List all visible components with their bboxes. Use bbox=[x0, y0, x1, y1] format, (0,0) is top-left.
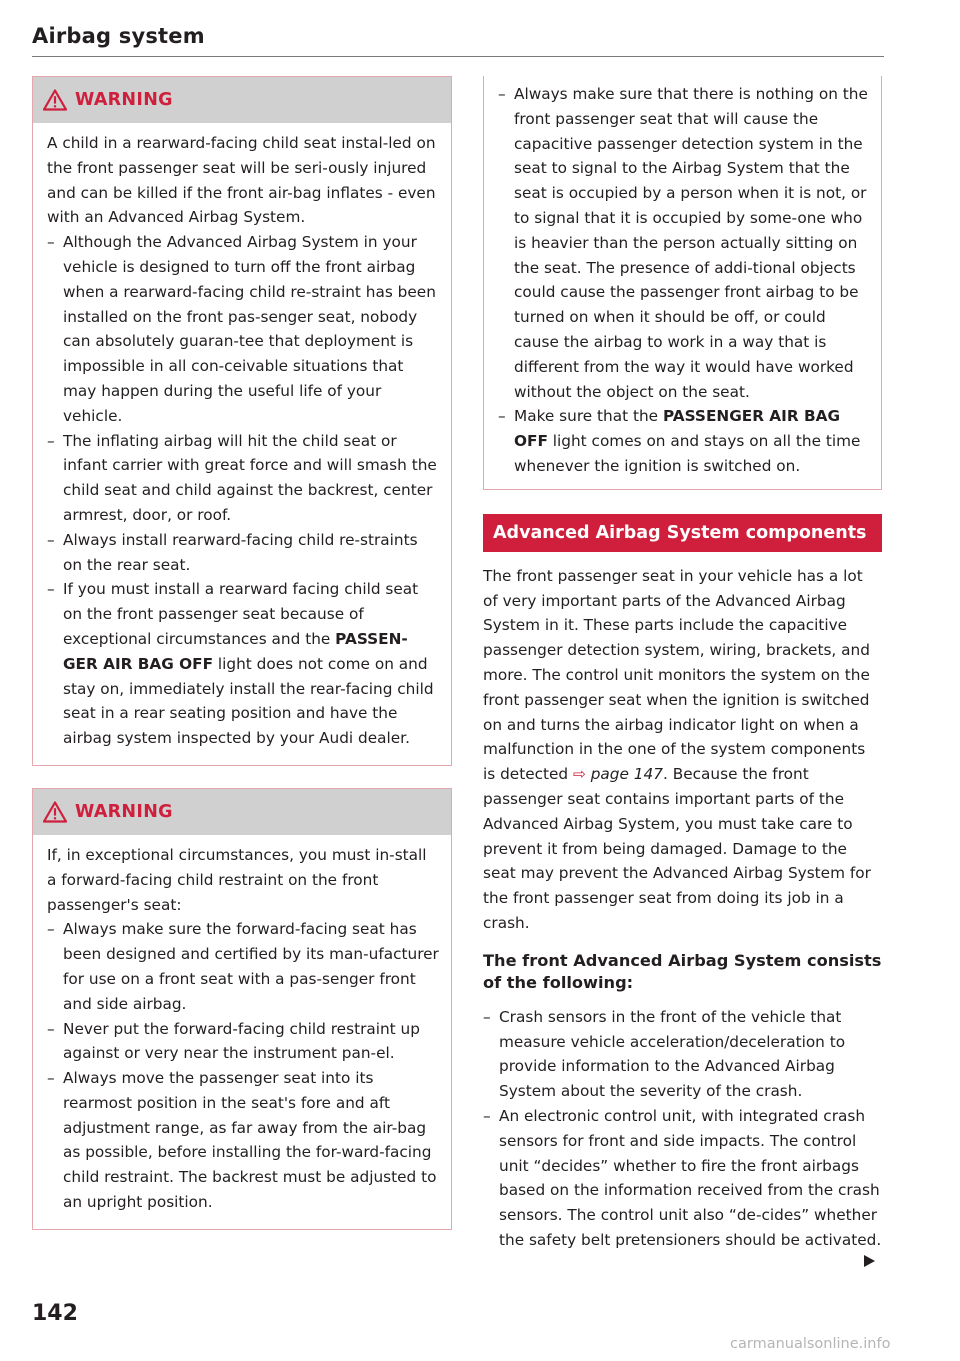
warning-label: WARNING bbox=[75, 90, 173, 110]
warning-label: WARNING bbox=[75, 801, 173, 822]
warning-intro: If, in exceptional circumstances, you must in-stall a forward-facing child restraint on the front passenger's seat: bbox=[47, 845, 427, 914]
light-name-bold: PASSEN-GER AIR BAG OFF bbox=[63, 629, 408, 673]
bullet-text: Make sure that the bbox=[514, 407, 663, 426]
right-column bbox=[483, 76, 882, 1253]
warning-intro: A child in a rearward-facing child seat instal-led on the front passenger seat will be seri-ously injured and can be killed if the front air-bag inflates - even with an Advanced Airbag System. bbox=[47, 134, 436, 227]
continue-arrow-icon bbox=[862, 1254, 876, 1268]
paragraph-text: The front passenger seat in your vehicle has a lot of very important parts of the Advanced Airbag System in it. These parts include the capacitive passenger detection system, wiring, brackets, and more. The control unit monitors the system on the front passenger seat when the ignition is switched on and turns the airbag indicator light on when a malfunction in the one of the system components is detected bbox=[483, 566, 870, 784]
list-item bbox=[47, 577, 439, 751]
warning-body-2 bbox=[33, 835, 451, 1229]
bullet-text: light does not come on and stay on, immediately install the rear-facing child seat in a rear seating position and have the airbag system inspected by your Audi dealer. bbox=[63, 654, 434, 748]
list-item bbox=[498, 404, 869, 478]
list-item: – An electronic control unit, with integrated crash sensors for front and side impacts. The control unit “decides” whether to fire the front airbags based on the information received from the crash sensors. The control unit also “de-cides” whether the safety belt pretensioners should be activated. bbox=[483, 1104, 882, 1253]
page-number: 142 bbox=[32, 1301, 78, 1326]
section-heading: Advanced Airbag System components bbox=[483, 514, 882, 552]
warning-continuation-box bbox=[483, 76, 882, 490]
warning-bullet-list bbox=[498, 82, 869, 479]
bullet-text: If you must install a rearward facing child seat on the front passenger seat because of exceptional circumstances and the bbox=[63, 580, 419, 648]
list-item: – Always make sure the forward-facing seat has been designed and certified by its man-ufacturer for use on a front seat with a pas-senger front and side airbag. bbox=[47, 917, 439, 1016]
warning-box-1 bbox=[32, 76, 452, 766]
warning-header-1 bbox=[33, 77, 451, 123]
warning-header-2 bbox=[33, 789, 451, 835]
warning-bullet-list bbox=[47, 230, 439, 751]
left-column bbox=[32, 76, 452, 1230]
components-bullet-list bbox=[483, 1005, 882, 1253]
page-ref-arrow-icon: ⇨ bbox=[573, 765, 586, 784]
list-item: – Always move the passenger seat into its rearmost position in the seat's fore and aft adjustment range, as far away from the air-bag as possible, before installing the for-ward-facing child restraint. The backrest must be adjusted to an upright position. bbox=[47, 1066, 439, 1215]
list-item: – Never put the forward-facing child restraint up against or very near the instrument pan-el. bbox=[47, 1017, 439, 1067]
section-paragraph bbox=[483, 564, 882, 936]
header-divider bbox=[32, 56, 884, 57]
paragraph-text: . Because the front passenger seat contains important parts of the Advanced Airbag System, you must take care to prevent it from being damaged. Damage to the seat may prevent the Advanced Airbag System for the front passenger seat from doing its job in a crash. bbox=[483, 765, 871, 932]
page-header-title: Airbag system bbox=[32, 24, 205, 48]
warning-box-2 bbox=[32, 788, 452, 1230]
warning-triangle-icon bbox=[43, 801, 67, 823]
list-item: – The inflating airbag will hit the child seat or infant carrier with great force and will smash the child seat and child against the backrest, center armrest, door, or roof. bbox=[47, 429, 439, 528]
list-item: – Always install rearward-facing child re-straints on the rear seat. bbox=[47, 528, 439, 578]
page-reference-link[interactable]: page 147 bbox=[590, 765, 663, 784]
light-name-bold: PASSENGER AIR BAG OFF bbox=[514, 407, 840, 451]
watermark: carmanualsonline.info bbox=[730, 1336, 891, 1352]
subsection-heading: The front Advanced Airbag System consists of the following: bbox=[483, 950, 882, 993]
warning-body-1 bbox=[33, 123, 451, 765]
list-item: – Always make sure that there is nothing on the front passenger seat that will cause the capacitive passenger detection system in the seat to signal to the Airbag System that the seat is occupied by a person when it is not, or to signal that it is occupied by some-one who is heavier than the person actually sitting on the seat. The presence of addi-tional objects could cause the passenger front airbag to be turned on when it should be off, or could cause the airbag to work in a way that is different from the way it would have worked without the object on the seat. bbox=[498, 82, 869, 404]
warning-bullet-list bbox=[47, 917, 439, 1215]
warning-triangle-icon bbox=[43, 89, 67, 111]
list-item: – Crash sensors in the front of the vehicle that measure vehicle acceleration/deceleration to provide information to the Advanced Airbag System about the severity of the crash. bbox=[483, 1005, 882, 1104]
list-item: – Although the Advanced Airbag System in your vehicle is designed to turn off the front airbag when a rearward-facing child re-straint has been installed on the front pas-senger seat, nobody can absolutely guaran-tee that deployment is impossible in all con-ceivable situations that may happen during the useful life of your vehicle. bbox=[47, 230, 439, 428]
bullet-text: light comes on and stays on all the time whenever the ignition is switched on. bbox=[514, 432, 861, 475]
